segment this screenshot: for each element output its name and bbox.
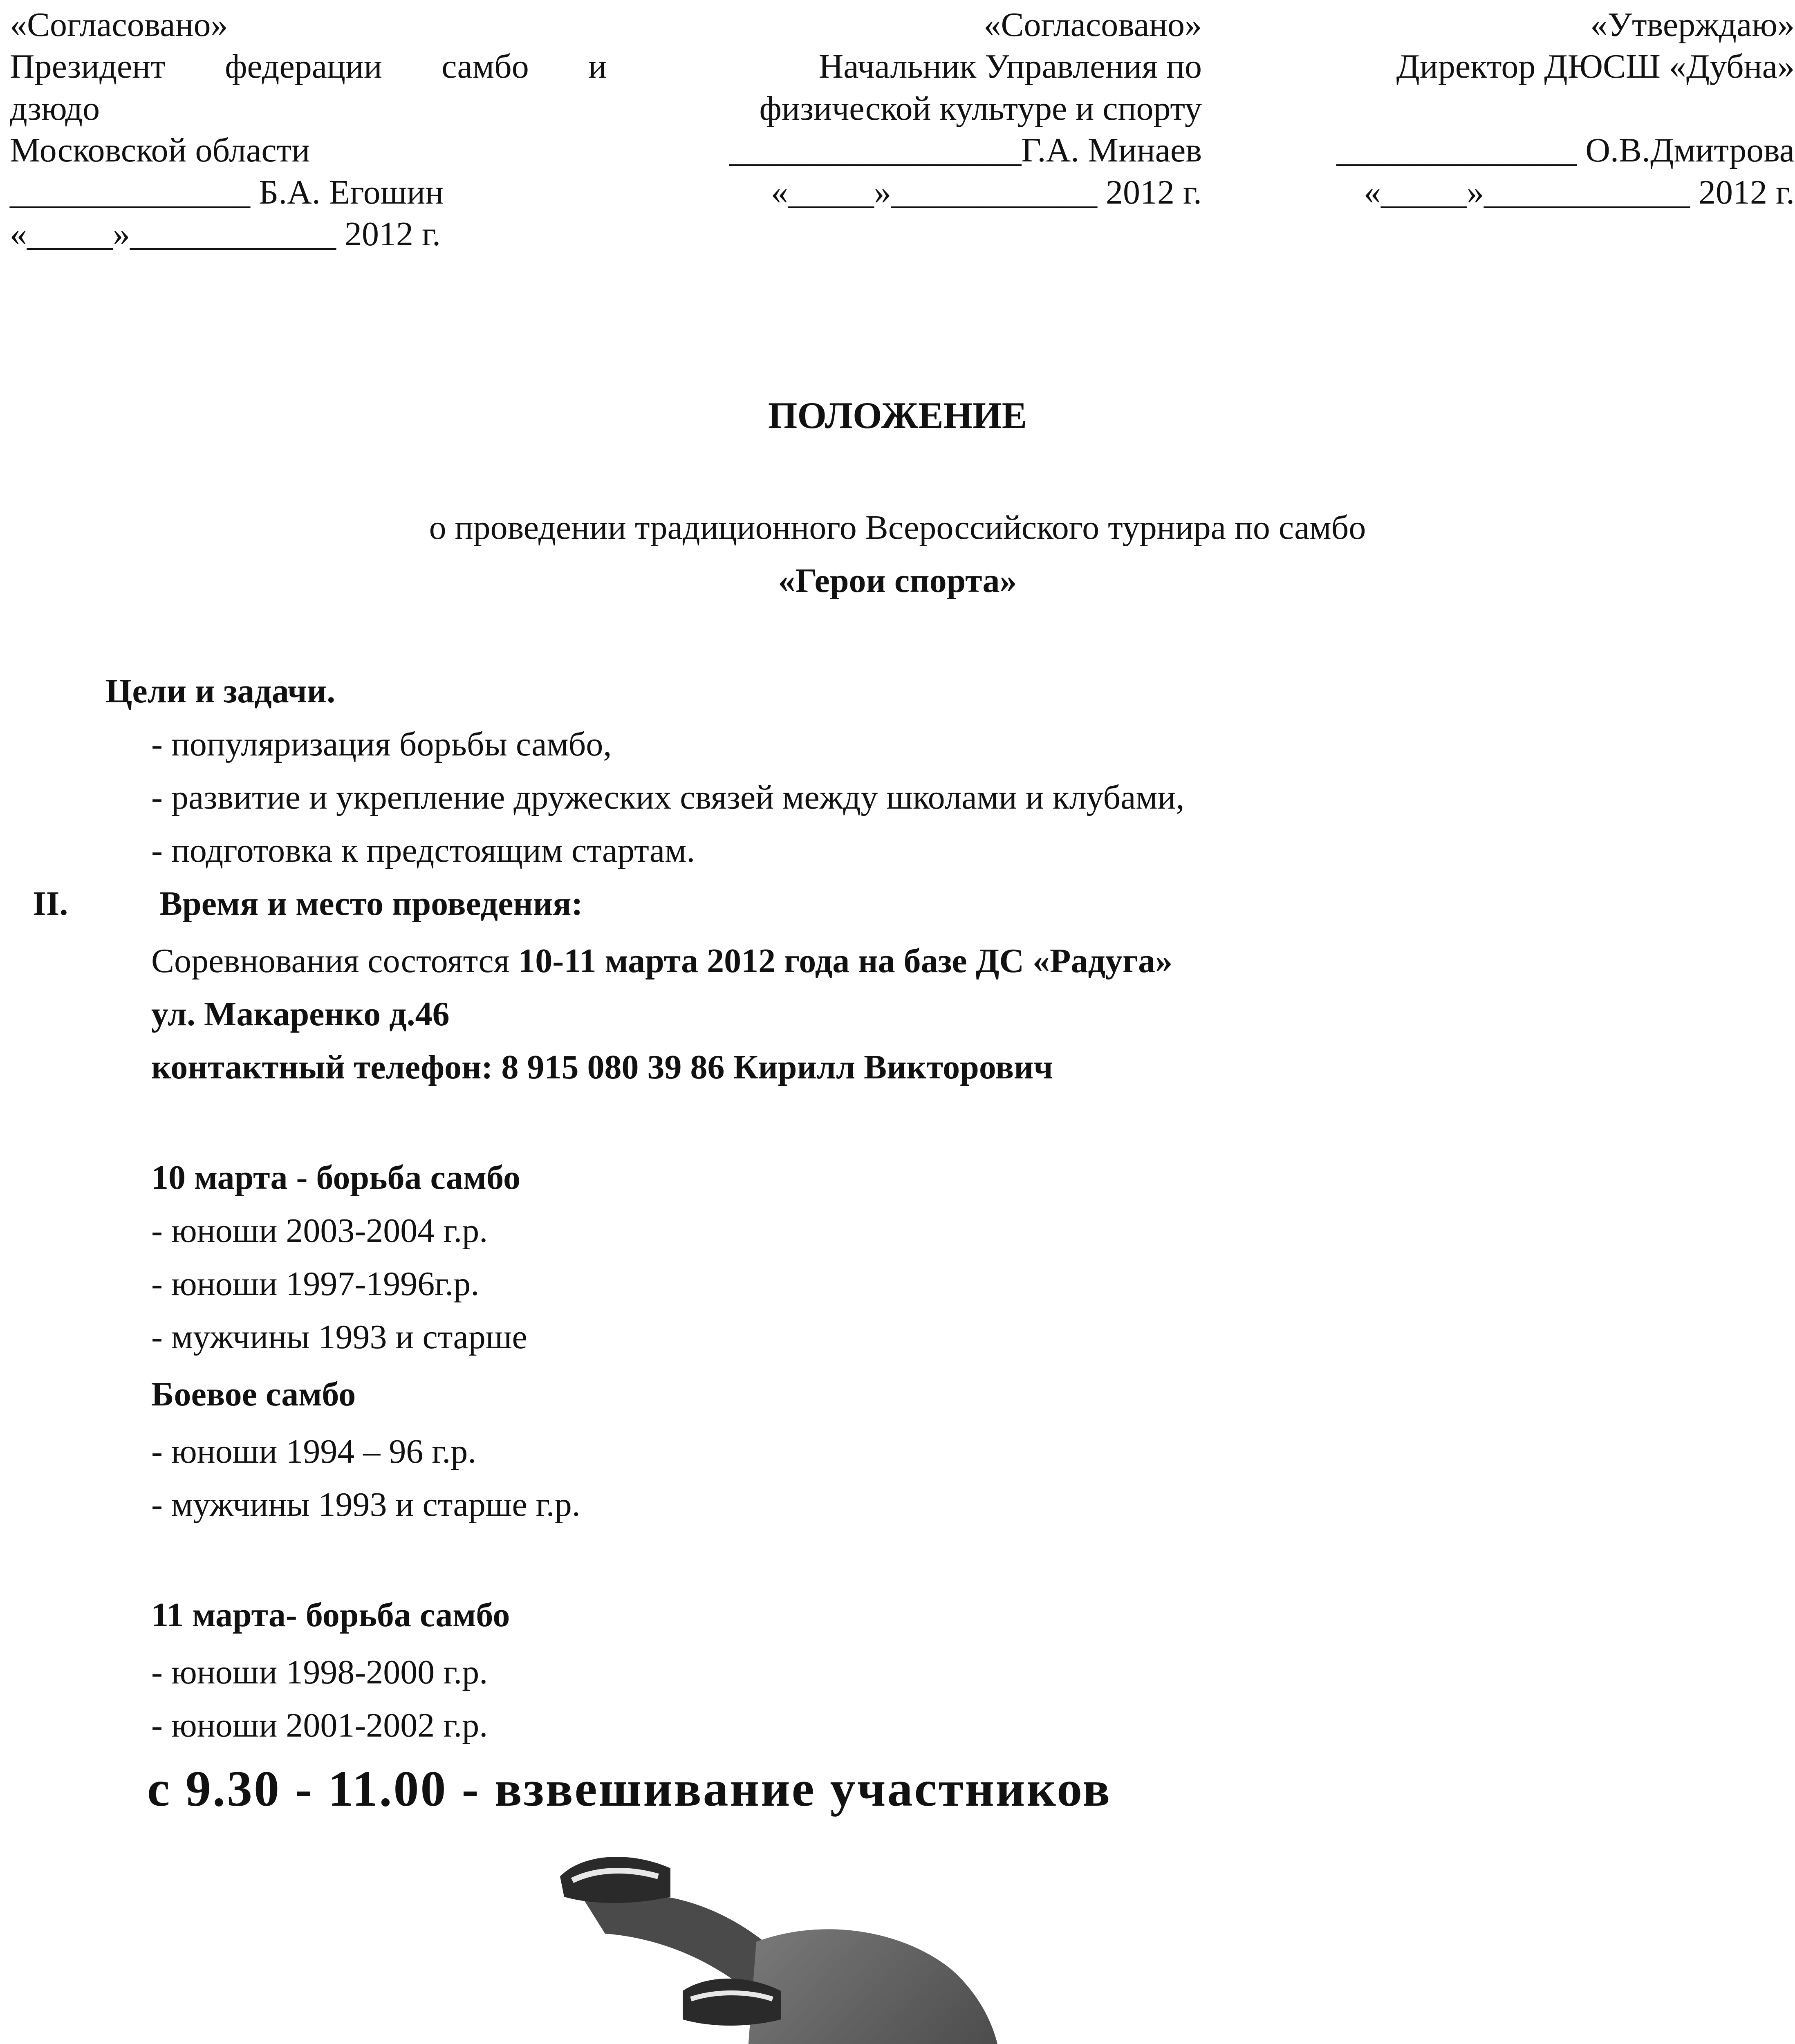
approval-heading: «Согласовано» (984, 6, 1202, 44)
goal-item: - развитие и укрепление дружеских связей между школами и клубами, (151, 778, 1185, 816)
section-number: II. (33, 885, 68, 923)
weigh-in-time: с 9.30 - 11.00 - взвешивание участников (147, 1761, 1112, 1817)
approval-position: Президент федерации самбо и (10, 47, 607, 86)
age-group-item: - юноши 2003-2004 г.р. (151, 1212, 488, 1250)
age-group-item: - юноши 1998-2000 г.р. (151, 1653, 488, 1691)
goals-heading: Цели и задачи. (105, 672, 336, 710)
approval-heading: «Утверждаю» (1590, 6, 1795, 44)
venue-line (151, 940, 1172, 982)
venue-address: ул. Макаренко д.46 (151, 995, 450, 1033)
goal-item: - подготовка к предстоящим стартам. (151, 831, 695, 870)
contact-phone: контактный телефон: 8 915 080 39 86 Кирилл Викторович (151, 1048, 1053, 1086)
venue-dates: 10-11 марта 2012 года на базе ДС «Радуга» (518, 942, 1173, 980)
approval-position: Директор ДЮСШ «Дубна» (1396, 47, 1795, 86)
approval-heading: «Согласовано» (10, 6, 228, 44)
document-subtitle: о проведении традиционного Всероссийского турнира по самбо (429, 509, 1366, 547)
approval-blank-line (1263, 88, 1795, 130)
age-group-item: - мужчины 1993 и старше г.р. (151, 1486, 580, 1524)
approval-date: «_____»____________ 2012 г. (1364, 173, 1795, 211)
approval-block-director (1263, 4, 1795, 213)
page-title: ПОЛОЖЕНИЕ (768, 394, 1027, 436)
age-group-item: - юноши 2001-2002 г.р. (151, 1706, 488, 1744)
tournament-name: «Герои спорта» (778, 562, 1017, 600)
approval-signature: ______________ О.В.Дмитрова (1336, 131, 1795, 170)
approval-position-cont: физической культуре и спорту (759, 89, 1202, 128)
goal-item: - популяризация борьбы самбо, (151, 725, 612, 763)
age-group-item: - юноши 1994 – 96 г.р. (151, 1432, 477, 1470)
approval-date: «_____»____________ 2012 г. (771, 173, 1202, 211)
approval-organization: Московской области (10, 131, 310, 170)
approval-block-sport-department (654, 4, 1202, 213)
age-group-item: - мужчины 1993 и старше (151, 1318, 527, 1356)
approval-signature: _________________Г.А. Минаев (729, 131, 1202, 170)
section-heading: Время и место проведения: (159, 885, 583, 923)
approval-signature: ______________ Б.А. Егошин (10, 173, 444, 211)
venue-intro: Соревнования состоятся (151, 942, 518, 980)
age-group-item: - юноши 1997-1996г.р. (151, 1265, 480, 1303)
approval-date: «_____»____________ 2012 г. (10, 215, 441, 253)
approval-position-cont: дзюдо (10, 89, 100, 128)
combat-sambo-heading: Боевое самбо (151, 1375, 356, 1413)
day2-heading: 11 марта- борьба самбо (151, 1596, 510, 1634)
approval-position: Начальник Управления по (818, 47, 1202, 86)
day1-heading: 10 марта - борьба самбо (151, 1159, 520, 1197)
sambo-throw-photo (536, 1836, 1230, 2044)
approval-block-federation (10, 4, 607, 256)
